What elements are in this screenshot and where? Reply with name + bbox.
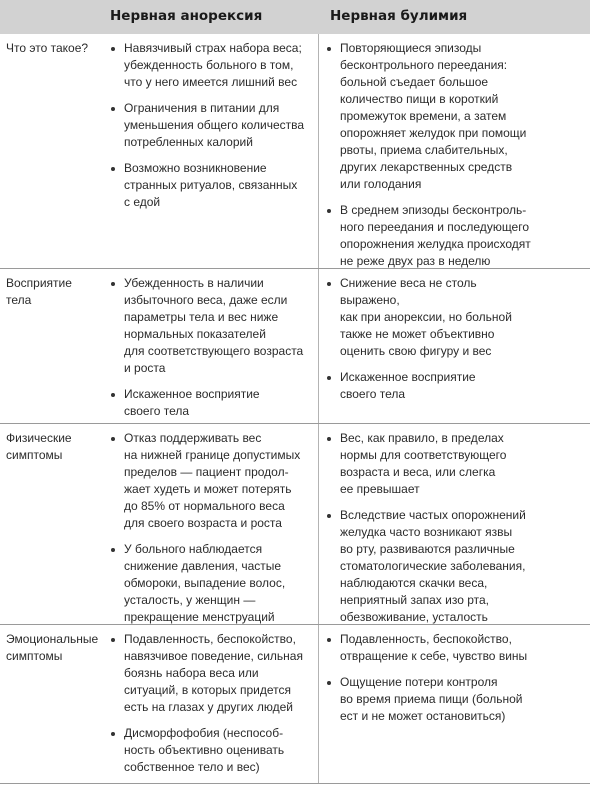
list-item	[110, 541, 308, 626]
item-text-line: опорожнения желудка происходят	[340, 237, 531, 251]
header-anorexia: Нервная анорексия	[110, 8, 263, 24]
item-text-line: отвращение к себе, чувство вины	[340, 649, 528, 663]
row-label-line: симптомы	[6, 649, 63, 663]
item-text-line: ест и не может остановиться)	[340, 709, 506, 723]
item-text-line: или голодания	[340, 177, 422, 191]
bulimia-cell	[326, 430, 538, 635]
row-label-line: Физические	[6, 431, 72, 445]
item-text-line: убежденность больного в том,	[124, 58, 294, 72]
item-text-line: У больного наблюдается	[124, 542, 263, 556]
row-label	[6, 430, 106, 464]
bullet-icon	[327, 47, 331, 51]
item-text-line: параметры тела и вес ниже	[124, 310, 279, 324]
item-text-line: собственное тело и вес)	[124, 760, 260, 774]
row-label-line: Что это такое?	[6, 41, 89, 55]
bullet-icon	[327, 437, 331, 441]
item-text-line: Подавленность, беспокойство,	[124, 632, 296, 646]
list-item	[326, 430, 538, 498]
row-physical-symptoms	[0, 424, 590, 625]
item-text-line: бесконтрольного переедания:	[340, 58, 508, 72]
bullet-icon	[327, 209, 331, 213]
anorexia-cell	[110, 275, 308, 429]
list-item	[110, 40, 308, 91]
item-text-line: своего тела	[124, 404, 190, 418]
item-text-line: снижение давления, частые	[124, 559, 282, 573]
item-text-line: боязнь набора веса или	[124, 666, 259, 680]
item-text-line: В среднем эпизоды бесконтроль-	[340, 203, 527, 217]
bulimia-cell	[326, 275, 538, 412]
anorexia-cell	[110, 631, 308, 785]
bullet-icon	[327, 514, 331, 518]
column-divider	[318, 625, 319, 783]
list-item	[326, 369, 538, 403]
item-text-line: Отказ поддерживать вес	[124, 431, 262, 445]
item-text-line: Дисморфофобия (неспособ-	[124, 726, 284, 740]
item-text-line: обезвоживание, усталость	[340, 610, 488, 624]
item-text-line: для своего возраста и роста	[124, 516, 282, 530]
anorexia-cell	[110, 430, 308, 635]
bullet-icon	[111, 732, 115, 736]
item-text-line: Возможно возникновение	[124, 161, 267, 175]
item-text-line: избыточного веса, даже если	[124, 293, 288, 307]
list-item	[110, 100, 308, 151]
bullet-icon	[111, 282, 115, 286]
bullet-icon	[327, 376, 331, 380]
row-label	[6, 40, 106, 57]
item-text-line: Ограничения в питании для	[124, 101, 280, 115]
item-text-line: больной съедает большое	[340, 75, 489, 89]
item-text-line: как при анорексии, но больной	[340, 310, 512, 324]
item-text-line: обмороки, выпадение волос,	[124, 576, 286, 590]
list-item	[110, 430, 308, 532]
item-text-line: наблюдаются скачки веса,	[340, 576, 488, 590]
list-item	[326, 507, 538, 626]
row-what-is-it	[0, 34, 590, 269]
header-bulimia: Нервная булимия	[330, 8, 468, 24]
item-text-line: во рту, развиваются различные	[340, 542, 515, 556]
row-label	[6, 631, 106, 665]
item-text-line: Подавленность, беспокойство,	[340, 632, 512, 646]
item-text-line: Вследствие частых опорожнений	[340, 508, 526, 522]
bullet-icon	[111, 548, 115, 552]
list-item	[110, 275, 308, 377]
bulimia-cell	[326, 631, 538, 734]
list-item	[326, 674, 538, 725]
bullet-icon	[327, 638, 331, 642]
item-text-line: других лекарственных средств	[340, 160, 513, 174]
row-emotional-symptoms	[0, 625, 590, 784]
item-text-line: Повторяющиеся эпизоды	[340, 41, 482, 55]
item-text-line: своего тела	[340, 387, 406, 401]
item-text-line: ность объективно оценивать	[124, 743, 285, 757]
column-divider	[318, 424, 319, 624]
list-item	[326, 275, 538, 360]
item-text-line: опорожняет желудок при помощи	[340, 126, 527, 140]
bullet-icon	[327, 681, 331, 685]
item-text-line: Искаженное восприятие	[340, 370, 476, 384]
item-text-line: ного переедания и последующего	[340, 220, 530, 234]
list-item	[326, 202, 538, 270]
table-header	[0, 0, 590, 34]
list-item	[326, 631, 538, 665]
item-text-line: рвоты, приема слабительных,	[340, 143, 508, 157]
column-divider	[318, 34, 319, 268]
list-item	[110, 160, 308, 211]
row-label	[6, 275, 106, 309]
item-text-line: Ощущение потери контроля	[340, 675, 498, 689]
item-text-line: до 85% от нормального веса	[124, 499, 285, 513]
list-item	[110, 631, 308, 716]
item-text-line: количество пищи в короткий	[340, 92, 499, 106]
row-body-perception	[0, 269, 590, 424]
item-text-line: нормы для соответствующего	[340, 448, 507, 462]
item-text-line: странных ритуалов, связанных	[124, 178, 298, 192]
bullet-icon	[111, 393, 115, 397]
item-text-line: также не может объективно	[340, 327, 495, 341]
bullet-icon	[111, 167, 115, 171]
item-text-line: Вес, как правило, в пределах	[340, 431, 504, 445]
bullet-icon	[327, 282, 331, 286]
item-text-line: Убежденность в наличии	[124, 276, 264, 290]
list-item	[110, 386, 308, 420]
item-text-line: возраста и веса, или слегка	[340, 465, 496, 479]
item-text-line: оценить свою фигуру и вес	[340, 344, 492, 358]
item-text-line: жает худеть и может потерять	[124, 482, 292, 496]
item-text-line: Снижение веса не столь выражено,	[340, 276, 477, 307]
item-text-line: для соответствующего возраста	[124, 344, 304, 358]
bulimia-cell	[326, 40, 538, 279]
bullet-icon	[111, 437, 115, 441]
item-text-line: неприятный запах изо рта,	[340, 593, 489, 607]
item-text-line: стоматологические заболевания,	[340, 559, 526, 573]
bullet-icon	[111, 638, 115, 642]
item-text-line: уменьшения общего количества	[124, 118, 305, 132]
bullet-icon	[111, 47, 115, 51]
item-text-line: во время приема пищи (больной	[340, 692, 523, 706]
item-text-line: что у него имеется лишний вес	[124, 75, 298, 89]
item-text-line: на нижней границе допустимых	[124, 448, 301, 462]
item-text-line: есть на глазах у других людей	[124, 700, 293, 714]
item-text-line: с едой	[124, 195, 161, 209]
row-label-line: Эмоциональные	[6, 632, 99, 646]
row-label-line: тела	[6, 293, 32, 307]
item-text-line: и роста	[124, 361, 166, 375]
item-text-line: Искаженное восприятие	[124, 387, 260, 401]
bullet-icon	[111, 107, 115, 111]
row-label-line: симптомы	[6, 448, 63, 462]
item-text-line: усталость, у женщин —	[124, 593, 256, 607]
column-divider	[318, 269, 319, 423]
item-text-line: ситуаций, в которых придется	[124, 683, 292, 697]
row-label-line: Восприятие	[6, 276, 72, 290]
anorexia-cell	[110, 40, 308, 220]
item-text-line: ее превышает	[340, 482, 420, 496]
item-text-line: потребленных калорий	[124, 135, 253, 149]
item-text-line: не реже двух раз в неделю	[340, 254, 491, 268]
list-item	[326, 40, 538, 193]
item-text-line: промежуток времени, а затем	[340, 109, 507, 123]
item-text-line: Навязчивый страх набора веса;	[124, 41, 302, 55]
item-text-line: желудка часто возникают язвы	[340, 525, 513, 539]
list-item	[110, 725, 308, 776]
item-text-line: прекращение менструаций	[124, 610, 275, 624]
item-text-line: навязчивое поведение, сильная	[124, 649, 303, 663]
item-text-line: пределов — пациент продол-	[124, 465, 289, 479]
item-text-line: нормальных показателей	[124, 327, 266, 341]
